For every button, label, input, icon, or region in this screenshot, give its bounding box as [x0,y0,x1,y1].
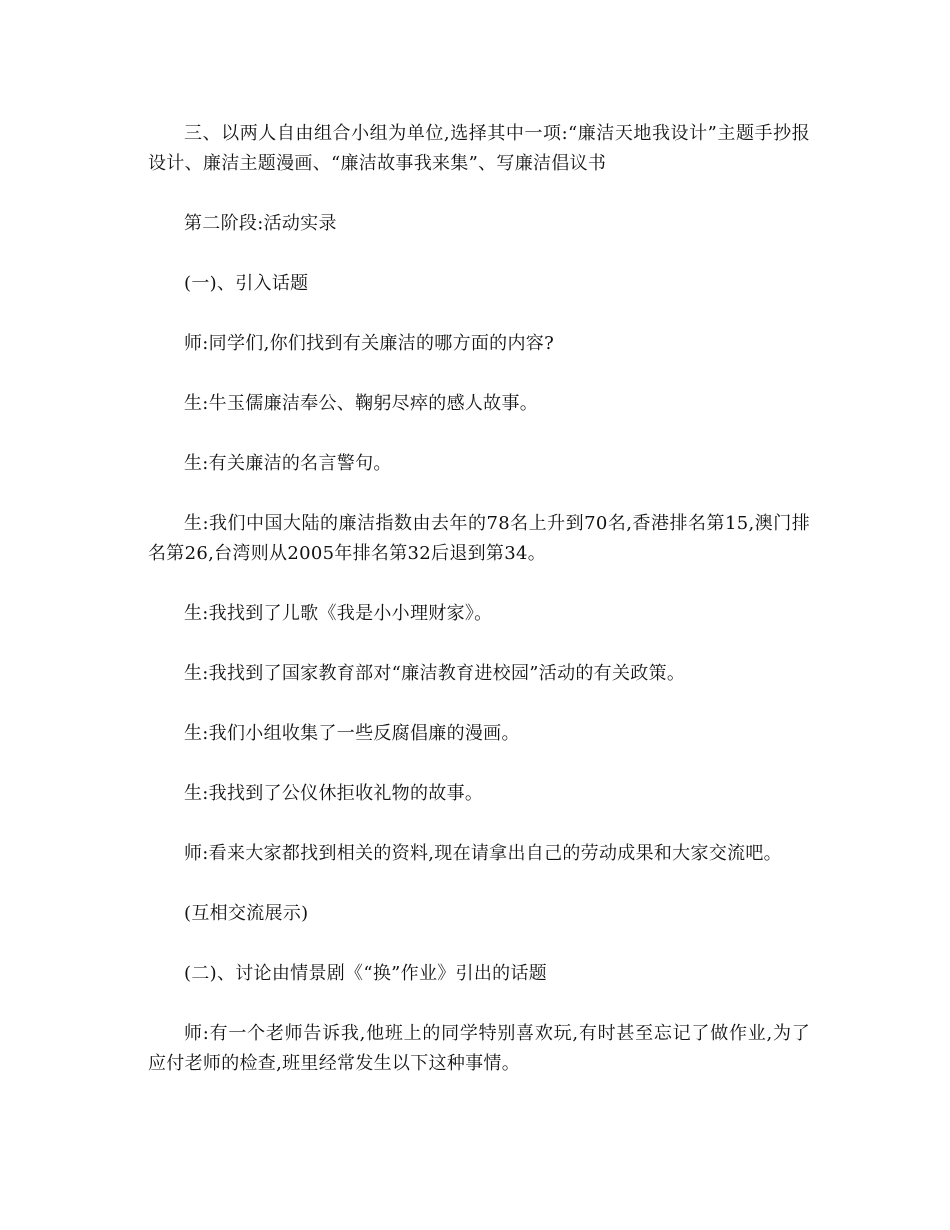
paragraph-section-two-heading: (二)、讨论由情景剧《“换”作业》引出的话题 [184,963,548,984]
paragraph-section-one-heading: (一)、引入话题 [184,273,309,294]
paragraph-stage-two-heading: 第二阶段:活动实录 [184,213,337,234]
document-body [148,119,810,1109]
paragraph-teacher-story: 师:有一个老师告诉我,他班上的同学特别喜欢玩,有时甚至忘记了做作业,为了应付老师的检查,班里经常发生以下这种事情。 [148,1023,810,1074]
paragraph-task-three: 三、以两人自由组合小组为单位,选择其中一项:“廉洁天地我设计”主题手抄报设计、廉洁主题漫画、“廉洁故事我来集”、写廉洁倡议书 [148,123,810,174]
paragraph-student-answer-3: 生:我们中国大陆的廉洁指数由去年的78名上升到70名,香港排名第15,澳门排名第26,台湾则从2005年排名第32后退到第34。 [148,513,810,564]
paragraph-student-answer-2: 生:有关廉洁的名言警句。 [184,453,392,474]
paragraph-student-answer-7: 生:我找到了公仪休拒收礼物的故事。 [184,783,484,804]
paragraph-exchange-note: (互相交流展示) [184,903,309,924]
paragraph-teacher-prompt: 师:看来大家都找到相关的资料,现在请拿出自己的劳动成果和大家交流吧。 [184,843,782,864]
paragraph-student-answer-4: 生:我找到了儿歌《我是小小理财家》。 [184,603,493,624]
paragraph-student-answer-6: 生:我们小组收集了一些反腐倡廉的漫画。 [184,723,520,744]
paragraph-student-answer-5: 生:我找到了国家教育部对“廉洁教育进校园”活动的有关政策。 [184,663,686,684]
paragraph-student-answer-1: 生:牛玉儒廉洁奉公、鞠躬尽瘁的感人故事。 [184,393,539,414]
paragraph-teacher-question: 师:同学们,你们找到有关廉洁的哪方面的内容? [184,333,555,354]
